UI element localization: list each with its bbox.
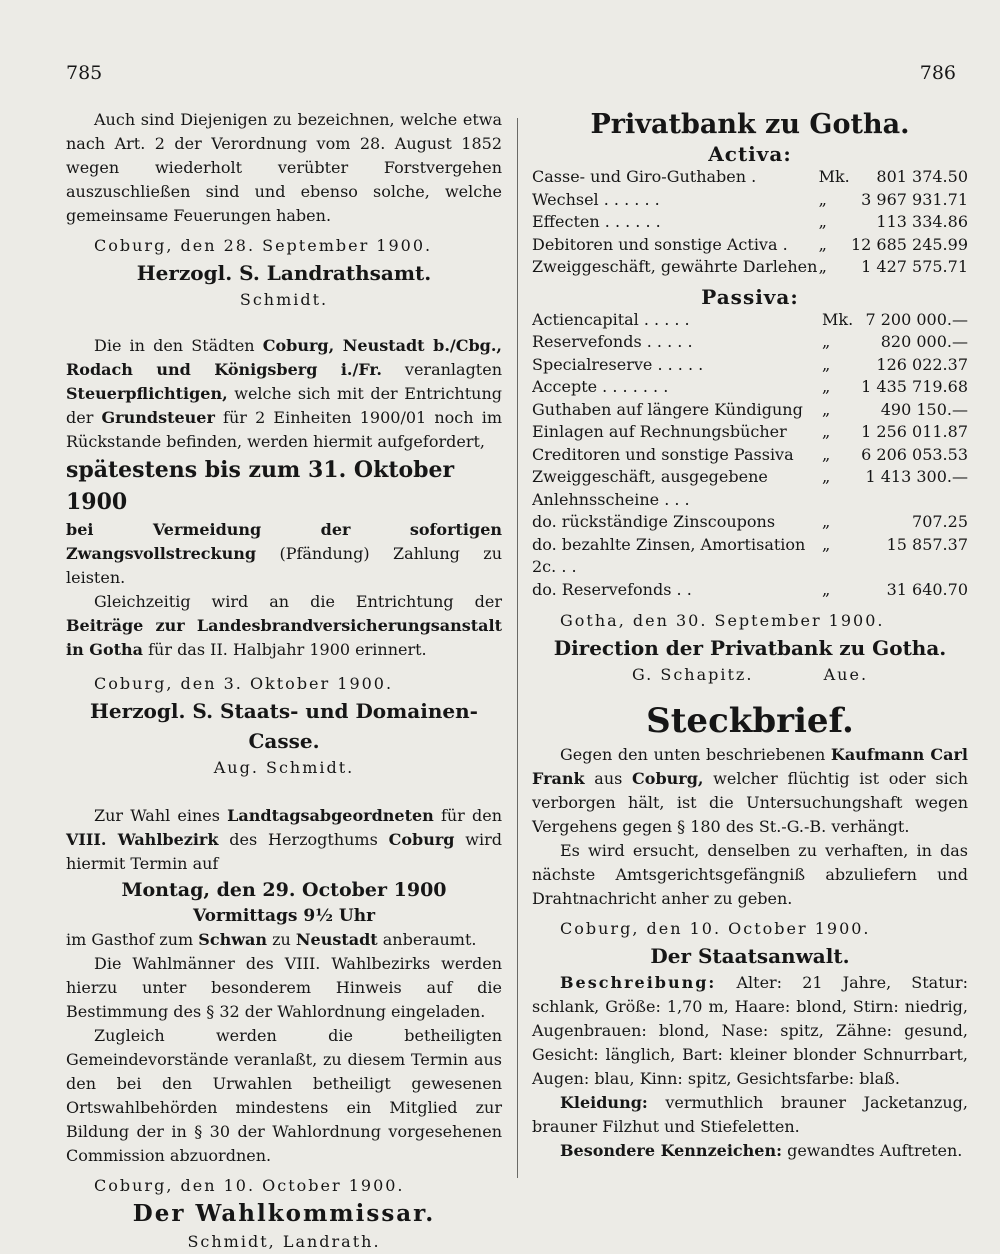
ledger-label-text: do. Reservefonds — [532, 579, 672, 599]
ledger-label — [532, 579, 822, 602]
ledger-amount: 1 413 300.— — [865, 467, 968, 486]
ledger-row — [532, 309, 968, 332]
electors-paragraph: Die Wahlmänner des VIII. Wahlbezirks werden hierzu unter besonderem Hinweis auf die Bestimmung des § 32 der Wahlordnung eingeladen. — [66, 954, 502, 1021]
notice-text: Auch sind Diejenigen zu bezeichnen, welche etwa nach Art. 2 der Verordnung vom 28. August 1852 wegen wiederholt verübter Forstvergehen auszuschließen sind und ebenso solche, welche gemeinsame Feuerungen haben. — [66, 110, 502, 225]
ledger-row — [532, 534, 968, 579]
ledger-label — [532, 376, 822, 399]
notice-signature: Schmidt. — [239, 290, 329, 309]
ledger-label-text: Actiencapital — [532, 309, 639, 329]
ledger-leader-dots: . . . . . — [652, 354, 704, 374]
text-span: veranlagten — [381, 360, 503, 379]
ledger-amount: 707.25 — [912, 512, 968, 531]
ledger-amount: 15 857.37 — [886, 534, 968, 554]
notice-signature: Schmidt, Landrath. — [187, 1232, 381, 1251]
ledger-amount: 6 206 053.53 — [861, 444, 968, 464]
ledger-unit: „ — [822, 467, 831, 486]
ledger-row — [532, 579, 968, 602]
venue-paragraph — [66, 928, 502, 952]
ledger-unit: „ — [822, 444, 831, 464]
ledger-label-text: Einlagen auf Rechnungsbücher — [532, 422, 787, 441]
notice-authority: Der Wahlkommissar. — [132, 1200, 436, 1227]
election-time: Vormittags 9½ Uhr — [192, 906, 376, 926]
ledger-label-text: do. rückständige Zinscoupons — [532, 512, 776, 531]
notice-wahl — [66, 804, 502, 1254]
notice-authority: Herzogl. S. Landrathsamt. — [136, 261, 432, 285]
ledger-label-text: do. bezahlte Zinsen, Amortisation 2c. — [532, 534, 806, 576]
ledger-row — [532, 331, 968, 354]
insurance-contribution: Beiträge zur Landesbrandversicherungsanstalt in Gotha — [66, 616, 502, 659]
ledger-leader-dots: . . . . . . — [599, 212, 661, 231]
ledger-label — [532, 331, 822, 354]
text-span: Die in den Städten — [94, 336, 263, 355]
district-term: VIII. Wahlbezirk — [66, 830, 219, 849]
ledger-leader-dots: . . . . . . — [598, 189, 660, 209]
clothing-label: Kleidung: — [560, 1093, 648, 1112]
signature-2: Aue. — [823, 665, 869, 684]
ledger-label-text: Zweiggeschäft, gewährte Darlehen — [532, 257, 818, 276]
ledger-label — [532, 421, 822, 444]
description-label: Beschreibung: — [560, 973, 717, 992]
ledger-label-text: Specialreserve — [532, 354, 653, 374]
ledger-leader-dots: . . . — [659, 489, 690, 509]
ledger-row — [532, 421, 968, 444]
ledger-leader-dots: . — [777, 234, 788, 254]
ledger-row — [532, 256, 968, 279]
ledger-amount: 7 200 000.— — [865, 309, 968, 329]
ledger-label — [532, 399, 822, 422]
text-span: für das II. Halbjahr 1900 erinnert. — [143, 640, 427, 659]
ledger-label — [532, 511, 822, 534]
notice-signature: Aug. Schmidt. — [213, 758, 355, 777]
text-span: (Pfändung) Zahlung zu leisten. — [66, 544, 502, 587]
bank-statement — [532, 108, 968, 687]
notice-steuer — [66, 334, 502, 780]
text-span: anberaumt. — [377, 930, 477, 949]
enforcement-warning: bei Vermeidung der sofortigen Zwangsvollstreckung — [66, 520, 502, 563]
ledger-leader-dots: . . . . . . . — [597, 377, 669, 396]
ledger-leader-dots: . . — [556, 557, 577, 576]
ledger-row — [532, 444, 968, 467]
clothing-text: vermuthlich brauner Jacketanzug, brauner Filzhut und Stiefeletten. — [532, 1093, 968, 1136]
ledger-label — [532, 534, 822, 579]
ledger-label — [532, 309, 822, 332]
ledger-amount: 1 435 719.68 — [861, 377, 968, 396]
taxpayers-term: Steuerpflichtigen, — [66, 384, 228, 403]
ledger-label-text: Wechsel — [532, 189, 599, 209]
clothing-paragraph — [532, 1091, 968, 1139]
bank-title: Privatbank zu Gotha. — [590, 109, 910, 140]
payment-deadline: spätestens bis zum 31. Oktober 1900 — [66, 457, 455, 515]
town-names: Coburg, Neustadt b./Cbg., Rodach und Königsberg i./Fr. — [66, 336, 502, 379]
ledger-amount: 3 967 931.71 — [861, 189, 968, 209]
ledger-unit: „ — [818, 257, 827, 276]
ledger-unit: „ — [822, 579, 831, 599]
notice-authority: Herzogl. S. Staats- und Domainen-Casse. — [90, 699, 478, 753]
ledger-unit: „ — [822, 332, 831, 351]
ledger-label — [532, 444, 822, 467]
ledger-amount: 820 000.— — [880, 332, 968, 351]
ledger-label-text: Guthaben auf längere Kündigung — [532, 399, 803, 419]
description-paragraph — [532, 971, 968, 1091]
text-span: im Gasthof zum — [66, 930, 199, 949]
text-span: Zur Wahl eines — [94, 806, 228, 825]
ledger-amount: 12 685 245.99 — [850, 234, 968, 254]
ledger-leader-dots: . . — [671, 579, 692, 599]
ledger-label — [532, 256, 819, 279]
ledger-amount: 1 427 575.71 — [861, 257, 968, 276]
marks-text: gewandtes Auftreten. — [782, 1141, 963, 1160]
warrant-title: Steckbrief. — [646, 701, 854, 741]
ledger-row — [532, 511, 968, 534]
text-span: wird hiermit Termin auf — [66, 830, 502, 873]
duchy-name: Coburg — [388, 830, 455, 849]
ledger-unit: Mk. — [822, 309, 854, 329]
ledger-unit: „ — [822, 354, 831, 374]
ledger-row — [532, 399, 968, 422]
arrest-warrant — [532, 699, 968, 1163]
ledger-amount: 490 150.— — [880, 399, 968, 419]
ledger-label-text: Debitoren und sonstige Activa — [532, 234, 778, 254]
left-column — [66, 108, 502, 1254]
ledger-row — [532, 189, 968, 212]
ledger-amount: 113 334.86 — [876, 212, 968, 231]
activa-table — [532, 166, 968, 279]
ledger-row — [532, 354, 968, 377]
signature-1: G. Schapitz. — [631, 665, 754, 684]
ledger-label-text: Casse- und Giro-Guthaben — [532, 167, 747, 186]
ledger-amount: 126 022.37 — [876, 354, 968, 374]
town-name: Neustadt — [295, 930, 378, 949]
ledger-unit: Mk. — [818, 167, 850, 186]
text-span: für 2 Einheiten 1900/01 noch im Rückstande befinden, werden hiermit aufgefordert, — [66, 408, 502, 451]
election-date: Montag, den 29. October 1900 — [121, 879, 447, 901]
ledger-label-text: Zweiggeschäft, ausgegebene Anlehnsscheine — [532, 467, 768, 509]
notice-landrathsamt — [66, 108, 502, 312]
delegate-term: Landtagsabgeordneten — [227, 806, 434, 825]
ledger-label — [532, 234, 819, 257]
ledger-unit: „ — [822, 422, 831, 441]
text-span: Gegen den unten beschriebenen — [560, 745, 831, 764]
ledger-leader-dots: . — [746, 167, 757, 186]
notice-date: Coburg, den 3. Oktober 1900. — [94, 674, 394, 693]
ledger-amount: 801 374.50 — [876, 167, 968, 186]
ledger-unit: „ — [818, 212, 827, 231]
page-number-left: 785 — [66, 62, 103, 84]
inn-name: Schwan — [198, 930, 267, 949]
ledger-label — [532, 211, 819, 234]
enforcement-paragraph — [66, 518, 502, 590]
bank-signatures — [532, 663, 968, 687]
ledger-leader-dots: . . . . . — [638, 309, 690, 329]
ledger-unit: „ — [822, 512, 831, 531]
ledger-label-text: Effecten — [532, 212, 600, 231]
notice-date: Coburg, den 10. October 1900. — [94, 1176, 405, 1195]
ledger-unit: „ — [822, 534, 831, 554]
column-divider — [517, 118, 518, 1178]
text-span: zu — [266, 930, 296, 949]
text-span: welche sich mit der Entrichtung der — [66, 384, 502, 427]
page-number-right: 786 — [919, 62, 956, 84]
suspect-town: Coburg, — [632, 769, 704, 788]
ledger-row — [532, 234, 968, 257]
tax-paragraph — [66, 334, 502, 454]
suspect-name: Kaufmann Carl Frank — [532, 745, 968, 788]
bank-date: Gotha, den 30. September 1900. — [560, 611, 885, 630]
marks-label: Besondere Kennzeichen: — [560, 1141, 782, 1160]
ledger-unit: „ — [818, 189, 827, 209]
ledger-unit: „ — [822, 377, 831, 396]
bank-authority: Direction der Privatbank zu Gotha. — [553, 636, 947, 660]
land-tax-term: Grundsteuer — [101, 408, 215, 427]
ledger-row — [532, 466, 968, 511]
text-span: Gleichzeitig wird an die Entrichtung der — [94, 592, 502, 611]
ledger-label — [532, 466, 822, 511]
request-paragraph: Es wird ersucht, denselben zu verhaften, in das nächste Amtsgerichtsgefängniß abzuliefern und Drahtnachricht anher zu geben. — [532, 841, 968, 908]
description-text: Alter: 21 Jahre, Statur: schlank, Größe: 1,70 m, Haare: blond, Stirn: niedrig, Augenbrauen: blond, Nase: spitz, Zähne: gesund, Gesicht: länglich, Bart: kleiner blonder Schnurrbart, Augen: blau, Kinn: spitz, Gesichtsfarbe: blaß. — [532, 973, 968, 1088]
reminder-paragraph — [66, 590, 502, 662]
ledger-amount: 31 640.70 — [886, 579, 968, 599]
marks-paragraph — [532, 1139, 968, 1163]
commission-paragraph: Zugleich werden die betheiligten Gemeindevorstände veranlaßt, zu diesem Termin aus den bei den Urwahlen betheiligt gewesenen Ortswahlbehörden mindestens ein Mitglied zur Bildung der in § 30 der Wahlordnung vorgesehenen Commission abzuordnen. — [66, 1026, 502, 1165]
ledger-label — [532, 166, 819, 189]
ledger-label-text: Accepte — [532, 377, 598, 396]
warrant-paragraph — [532, 743, 968, 839]
ledger-row — [532, 166, 968, 189]
ledger-row — [532, 376, 968, 399]
ledger-unit: „ — [818, 234, 827, 254]
text-span: des Herzogthums — [218, 830, 389, 849]
ledger-row — [532, 211, 968, 234]
ledger-amount: 1 256 011.87 — [861, 422, 968, 441]
election-paragraph — [66, 804, 502, 876]
text-span: aus — [584, 769, 633, 788]
passiva-table — [532, 309, 968, 602]
notice-date: Coburg, den 28. September 1900. — [94, 236, 433, 255]
ledger-label — [532, 354, 822, 377]
text-span: welcher flüchtig ist oder sich verborgen hält, ist die Untersuchungshaft wegen Vergehens gegen § 180 des St.-G.-B. verhängt. — [532, 769, 968, 836]
right-column — [532, 108, 968, 1163]
ledger-label — [532, 189, 819, 212]
passiva-heading: Passiva: — [701, 284, 799, 309]
warrant-date: Coburg, den 10. October 1900. — [560, 919, 871, 938]
ledger-leader-dots: . . . . . — [641, 332, 693, 351]
ledger-label-text: Creditoren und sonstige Passiva — [532, 444, 794, 464]
ledger-unit: „ — [822, 399, 831, 419]
activa-heading: Activa: — [708, 142, 792, 166]
text-span: für den — [433, 806, 502, 825]
ledger-label-text: Reservefonds — [532, 332, 642, 351]
warrant-authority: Der Staatsanwalt. — [650, 944, 850, 968]
